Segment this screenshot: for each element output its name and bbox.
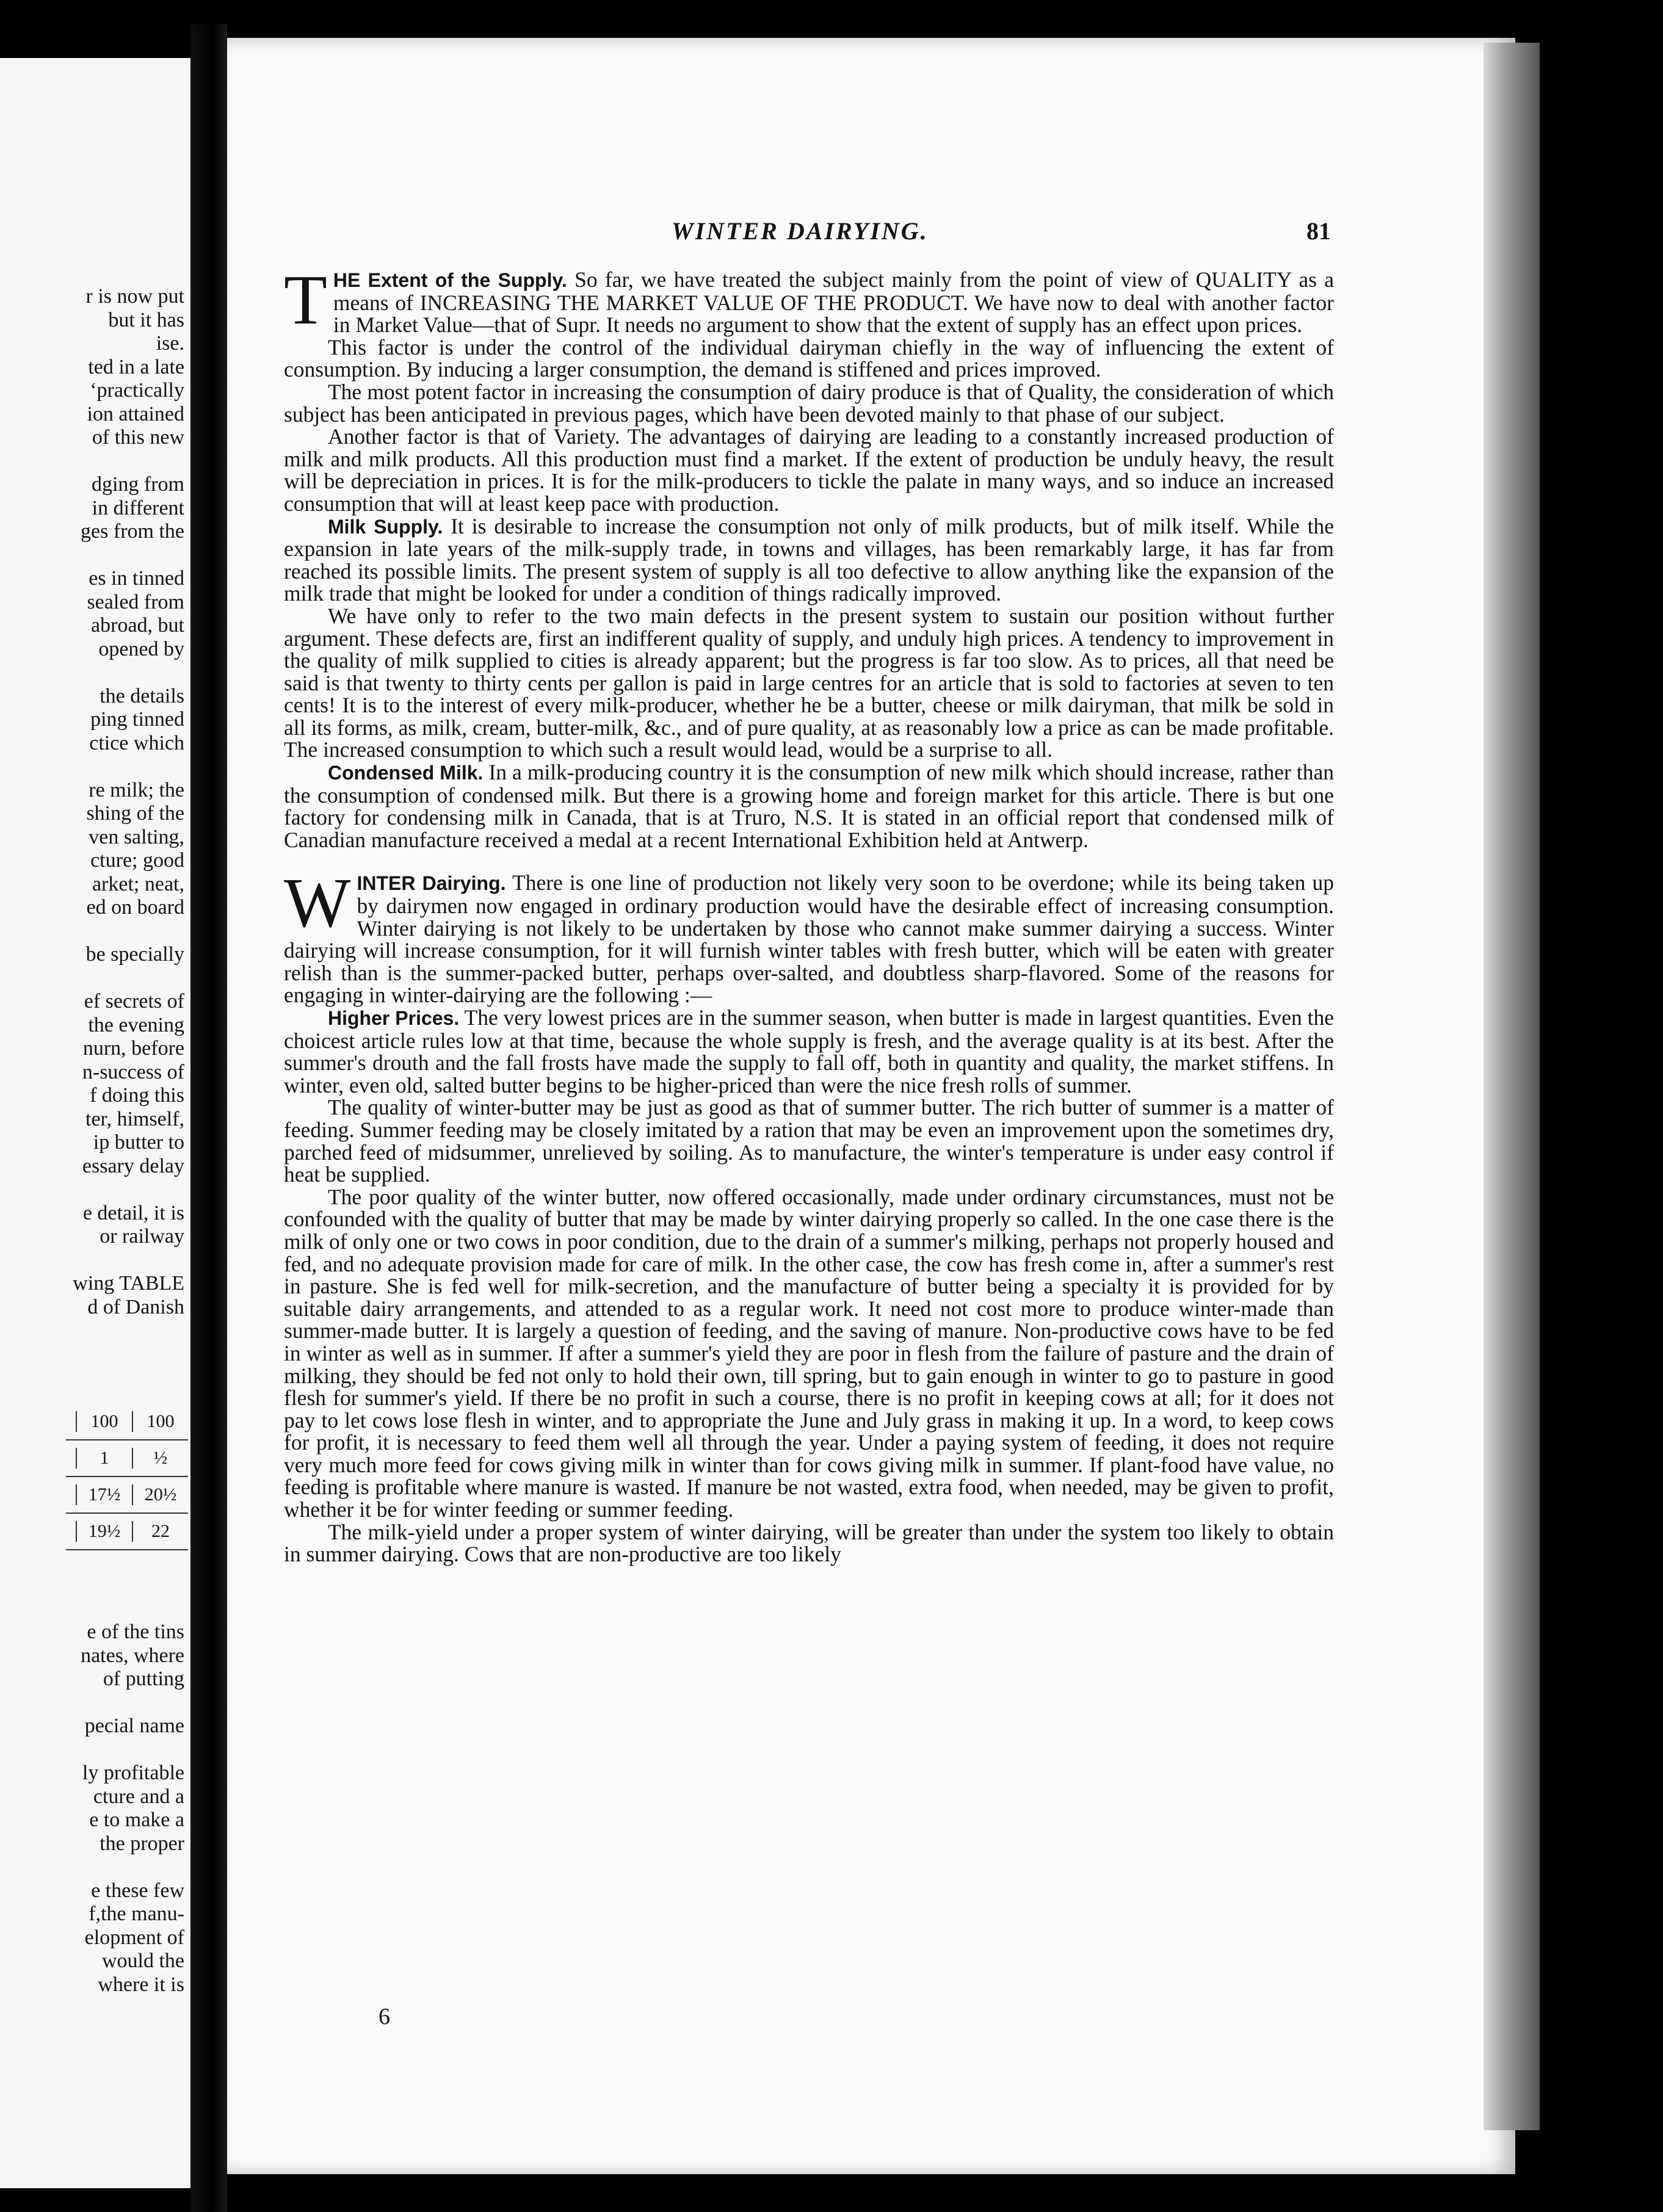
paragraph-heading: Condensed Milk.	[328, 762, 484, 784]
left-page-line: e of the tins	[87, 1621, 184, 1643]
left-page-line: f doing this	[90, 1084, 184, 1107]
paragraph	[284, 336, 1334, 381]
running-title: WINTER DAIRYING.	[672, 217, 929, 245]
left-page-line: ion attained	[87, 402, 184, 425]
left-table-row	[66, 1440, 188, 1477]
paragraph	[284, 761, 1334, 851]
left-page-line: nates, where	[81, 1644, 184, 1667]
left-page-line: re milk; the	[89, 778, 184, 801]
left-table-cell: ½	[132, 1448, 188, 1469]
paragraph	[284, 425, 1334, 515]
left-page-table	[66, 1404, 188, 1550]
left-table-row	[66, 1514, 188, 1550]
left-page-line: ven salting,	[89, 825, 184, 848]
left-page-line: but it has	[108, 308, 184, 331]
paragraph-text: The most potent factor in increasing the consumption of dairy produce is that of Quality, the consideration of which subject has been anticipated in previous pages, which have been devoted mainly to that phase of our subject.	[284, 379, 1334, 427]
left-page-line: cture; good	[90, 849, 184, 872]
left-table-cell: 100	[132, 1411, 188, 1432]
drop-cap: T	[284, 261, 327, 339]
paragraph-heading: Milk Supply.	[328, 515, 443, 538]
paragraph	[284, 1096, 1334, 1185]
page-edge	[1484, 43, 1540, 2130]
left-page-line: e detail, it is	[82, 1201, 184, 1224]
left-page-line: e these few	[91, 1879, 184, 1902]
left-page-line: the details	[100, 684, 184, 707]
left-page-line: f,the manu-	[89, 1903, 184, 1925]
left-table-cell: 22	[132, 1521, 188, 1542]
paragraph	[284, 515, 1334, 605]
left-page-line: ping tinned	[90, 708, 184, 731]
left-page-line: where it is	[98, 1973, 184, 1996]
left-page-line: ise.	[156, 332, 184, 355]
left-table-cell: 100	[76, 1411, 132, 1432]
paragraph	[284, 261, 1335, 339]
paragraph	[284, 1007, 1334, 1096]
left-page-line: es in tinned	[89, 567, 184, 590]
paragraph	[284, 605, 1334, 761]
paragraph-text: The very lowest prices are in the summer season, when butter is made in largest quantities. Even the choicest article rules low at that time, because the whole supply is fresh, and the average quality is at its best. After the summer's drouth and the fall frosts have made the supply to fall off, both in quantity and quality, the market stiffens. In winter, even old, salted butter begins to be higher-priced than were the nice fresh rolls of summer.	[284, 1005, 1335, 1097]
left-page-line: arket; neat,	[92, 872, 184, 895]
paragraph-heading: HE Extent of the Supply.	[333, 269, 567, 291]
left-page-line: abroad, but	[91, 614, 184, 637]
left-table-row	[66, 1477, 188, 1514]
left-page-line: pecial name	[84, 1715, 184, 1737]
left-page-line: of putting	[103, 1668, 184, 1690]
paragraph-text: So far, we have treated the subject mainly from the point of view of QUALITY as a means of INCREASING THE MARKET VALUE OF THE PRODUCT. We have now to deal with another factor in Market Value—that of Supr. It needs no argument to show that the extent of supply has an effect upon prices.	[333, 267, 1335, 338]
left-page-line: ly profitable	[82, 1762, 184, 1784]
left-page	[0, 58, 190, 2188]
paragraph-text: The quality of winter-butter may be just as good as that of summer butter. The rich butter of summer is a matter of feeding. Summer feeding may be closely imitated by a ration that may be even an improvement upon the sometimes dry, parched feed of midsummer, unrelieved by soiling. As to manufacture, the winter's temperature is under easy control if heat be supplied.	[284, 1095, 1334, 1187]
left-page-line: d of Danish	[87, 1295, 184, 1318]
left-page-line: shing of the	[86, 802, 184, 825]
left-page-line: ip butter to	[93, 1131, 184, 1154]
left-page-line: ter, himself,	[85, 1107, 184, 1130]
paragraph-heading: Higher Prices.	[328, 1007, 460, 1029]
left-table-cell: 20½	[132, 1484, 188, 1505]
left-page-line: ef secrets of	[84, 990, 184, 1013]
left-table-cell: 1	[76, 1448, 132, 1469]
left-page-line: the evening	[88, 1013, 184, 1036]
paragraph	[284, 381, 1334, 425]
paragraph-text: There is one line of production not likely very soon to be overdone; while its being taken up by dairymen now engaged in ordinary production would have the desirable effect of increasing consumption. Winter dairying is not likely to be undertaken by those who cannot make summer dairying a success. Winter dairying will increase consumption, for it will furnish winter tables with fresh butter, which will be eaten with greater relish than is the summer-packed butter, perhaps over-salted, and doubtless sharp-flavored. Some of the reasons for engaging in winter-dairying are the following :—	[284, 870, 1335, 1008]
paragraph	[284, 1186, 1334, 1521]
left-table-cell: 19½	[76, 1521, 132, 1542]
left-page-line: wing TABLE	[73, 1272, 184, 1295]
paragraph-text: This factor is under the control of the individual dairyman chiefly in the way of influencing the extent of consumption. By inducing a larger consumption, the demand is stiffened and prices improved.	[284, 334, 1334, 382]
body-text	[284, 261, 1335, 1567]
left-page-line: in different	[92, 496, 184, 519]
page-header	[0, 217, 1663, 253]
left-page-line: n-success of	[82, 1060, 184, 1083]
left-page-line: dging from	[91, 473, 184, 496]
paragraph	[284, 864, 1335, 1008]
left-page-line: or railway	[100, 1225, 184, 1248]
left-page-line: cture and a	[93, 1785, 184, 1808]
paragraph-text: In a milk-producing country it is the consumption of new milk which should increase, rather than the consumption of condensed milk. But there is a growing home and foreign market for this article. There is but one factory for condensing milk in Canada, that is at Truro, N.S. It is stated in an official report that condensed milk of Canadian manufacture received a medal at a recent International Exhibition held at Antwerp.	[284, 760, 1334, 852]
left-page-line: sealed from	[87, 590, 184, 613]
paragraph-heading: INTER Dairying.	[357, 872, 506, 895]
paragraph-text: We have only to refer to the two main defects in the present system to sustain our position without further argument. These defects are, first an indifferent quality of supply, and unduly high prices. A tendency to improvement in the quality of milk supplied to cities is already apparent; but the progress is far too slow. As to prices, all that need be said is that twenty to thirty cents per gallon is paid in large centres for an article that is sold to factories at seven to ten cents! It is to the interest of every milk-producer, whether he be a butter, cheese or milk dairyman, that milk be sold in all its forms, as milk, cream, butter-milk, &c., and of pure quality, at as reasonably low a price as can be made profitable. The increased consumption to which such a result would lead, would be a surprise to all.	[284, 603, 1334, 762]
left-page-line: be specially	[85, 943, 184, 966]
left-page-line: ted in a late	[88, 355, 184, 378]
left-page-line: the proper	[100, 1832, 184, 1855]
paragraph-text: Another factor is that of Variety. The advantages of dairying are leading to a constantly increased production of milk and milk products. All this production must find a market. If the extent of production be unduly heavy, the result will be depreciation in prices. It is for the milk-producers to tickle the palate in many ways, and so induce an increased consumption that will at least keep pace with production.	[284, 424, 1334, 516]
left-page-line: essary delay	[82, 1154, 184, 1177]
signature-mark: 6	[379, 2004, 390, 2029]
left-page-line: ges from the	[81, 520, 184, 543]
left-page-line: ctice which	[89, 731, 184, 754]
left-page-line: r is now put	[85, 285, 184, 308]
drop-cap: W	[284, 864, 351, 943]
left-page-line: e to make a	[89, 1809, 184, 1831]
page-number: 81	[1306, 217, 1331, 245]
paragraph-text: The milk-yield under a proper system of winter dairying, will be greater than under the system too likely to obtain in summer dairying. Cows that are non-productive are too likely	[284, 1519, 1334, 1567]
left-page-line: ‘practically	[90, 379, 184, 402]
left-page-line: of this new	[92, 426, 184, 449]
book-gutter	[190, 24, 227, 2212]
left-table-row	[66, 1404, 188, 1440]
paragraph	[284, 1521, 1334, 1566]
paragraph-text: The poor quality of the winter butter, now offered occasionally, made under ordinary circumstances, must not be confounded with the quality of butter that may be made by winter dairying properly so called. In the one case there is the milk of only one or two cows in poor condition, due to the drain of a summer's milking, perhaps not properly housed and fed, and no adequate provision made for care of milk. In the other case, the cow has fresh come in, after a summer's rest in pasture. She is fed well for milk-secretion, and the manufacture of butter being a specialty it is provided for by suitable dairy arrangements, and attended to as a regular work. It need not cost more to produce winter-made than summer-made butter. It is largely a question of feeding, and the saving of manure. Non-productive cows have to be fed in winter as well as in summer. If after a summer's yield they are poor in flesh from the failure of pasture and the drain of milking, they should be fed not only to hold their own, till spring, but to gain enough in winter to go to pasture in good flesh for summer's yield. If there be no profit in such a course, there is no profit in keeping cows at all; for it does not pay to let cows lose flesh in winter, and to appropriate the June and July grass in making it up. In a word, to keep cows for profit, it is necessary to feed them well all through the year. Under a paying system of feeding, it does not require very much more feed for cows giving milk in winter than for cows giving milk in summer. If plant-food have value, no feeding is profitable where manure is wasted. If manure be not wasted, extra food, when needed, may be given to profit, whether it be for winter feeding or summer feeding.	[284, 1184, 1334, 1522]
left-page-line: nurn, before	[82, 1037, 184, 1060]
left-page-line: elopment of	[84, 1926, 184, 1949]
left-page-line: opened by	[98, 637, 184, 660]
left-page-line: would the	[101, 1950, 184, 1972]
paragraph-text: It is desirable to increase the consumption not only of milk products, but of milk itself. While the expansion in late years of the milk-supply trade, in towns and villages, has been remarkably large, it has far from reached its possible limits. The present system of supply is all too defective to allow anything like the expansion of the milk trade that might be looked for under a condition of things radically improved.	[284, 513, 1335, 606]
left-table-cell: 17½	[76, 1484, 132, 1505]
left-page-line: ed on board	[86, 896, 184, 919]
